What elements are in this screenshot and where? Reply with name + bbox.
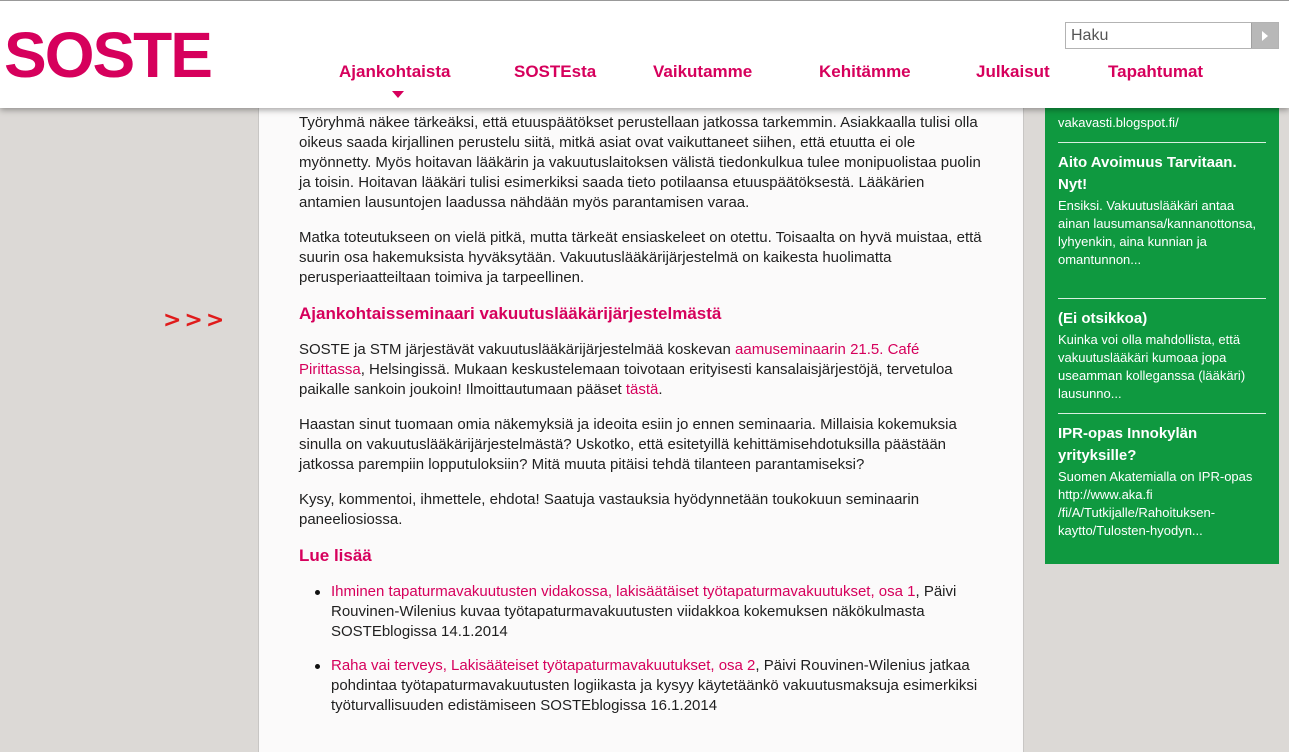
paragraph: Matka toteutukseen on vielä pitkä, mutta tärkeät ensiaskeleet on otettu. Toisaalta on hyvä muistaa, että suurin osa hakemuksista hyväksytään. Vakuutuslääkärijärjestelmä on kaikesta huolimatta perusperiaatteiltaan toimiva ja tarpeellinen.: [299, 229, 982, 286]
paragraph: Kysy, kommentoi, ihmettele, ehdota! Saatuja vastauksia hyödynnetään toukokuun seminaarin paneeliosiossa.: [299, 491, 920, 528]
search-box: [1065, 22, 1279, 49]
divider: [1058, 298, 1266, 299]
article-content: [258, 108, 1024, 752]
paragraph: Haastan sinut tuomaan omia näkemyksiä ja ideoita esiin jo ennen seminaaria. Millaisia kokemuksia sinulla on vakuutuslääkärijärjestelmästä? Uskotko, että esitetyillä kehittämisehdotuksilla päästään jatkossa parempiin lopputuloksiin? Mitä muuta pitäisi tehdä tilanteen parantamiseksi?: [299, 416, 957, 473]
divider: [1058, 142, 1266, 143]
search-button[interactable]: [1251, 23, 1278, 48]
feed-item[interactable]: [1058, 308, 1266, 403]
feed-item-text: Suomen Akatemialla on IPR-opas http://www.aka.fi /fi/A/Tutkijalle/Rahoituksen-kaytto/Tulosten-hyodyn...: [1058, 469, 1253, 538]
seminar-link[interactable]: aamuseminaarin 21.5. Café Pirittassa: [299, 341, 920, 378]
nav-julkaisut[interactable]: Julkaisut: [976, 62, 1050, 81]
nav-ajankohtaista[interactable]: Ajankohtaista: [339, 62, 451, 81]
nav-tapahtumat[interactable]: Tapahtumat: [1108, 62, 1204, 81]
feed-item-title[interactable]: (Ei otsikkoa): [1058, 310, 1148, 327]
section-heading-seminar: Ajankohtaisseminaari vakuutuslääkärijärjestelmästä: [299, 304, 722, 323]
read-more-list: [313, 582, 989, 716]
feed-item[interactable]: [1058, 152, 1266, 269]
blog-link-1[interactable]: Ihminen tapaturmavakuutusten vidakossa, lakisäätäiset työtapaturmavakuutukset, osa 1: [331, 583, 916, 600]
feed-item[interactable]: [1058, 423, 1266, 540]
feed-item-text: Kuinka voi olla mahdollista, että vakuutuslääkäri kumoaa jopa useamman kolleganssa (lääkäri) lausunno...: [1058, 332, 1246, 401]
arrow-right-icon: [1262, 31, 1268, 41]
nav-sostesta[interactable]: SOSTEsta: [514, 62, 597, 81]
search-input[interactable]: [1066, 23, 1252, 48]
list-item: Ihminen tapaturmavakuutusten vidakossa, lakisäätäiset työtapaturmavakuutukset, osa 1, Päivi Rouvinen-Wilenius kuvaa työtapaturmavakuutusten viidakkoa kokemuksen näkökulmasta SOSTEblogissa 14.1.2014: [313, 582, 989, 642]
paragraph-seminar: SOSTE ja STM järjestävät vakuutuslääkärijärjestelmää koskevan aamuseminaarin 21.5. Café Pirittassa, Helsingissä. Mukaan keskustelemaan toivotaan erityisesti kansalaisjärjestöjä, tervetuloa paikalle sankoin joukoin! Ilmoittautumaan pääset tästä.: [299, 341, 953, 398]
blog-link-2[interactable]: Raha vai terveys, Lakisääteiset työtapaturmavakuutukset, osa 2: [331, 657, 756, 674]
site-header: [0, 0, 1289, 108]
annotation-arrows: >>>: [163, 308, 228, 333]
feed-link-text[interactable]: vakavasti.blogspot.fi/: [1058, 115, 1179, 130]
list-item: Raha vai terveys, Lakisääteiset työtapaturmavakuutukset, osa 2, Päivi Rouvinen-Wilenius jatkaa pohdintaa työtapaturmavakuutusten logiikasta ja kysyy käytetäänkö vakuutusmaksuja esimerkiksi työturvallisuuden edistämiseen SOSTEblogissa 16.1.2014: [313, 656, 989, 716]
divider: [1058, 413, 1266, 414]
paragraph: Työryhmä näkee tärkeäksi, että etuuspäätökset perustellaan jatkossa tarkemmin. Asiakkaalla tulisi olla oikeus saada kirjallinen perustelu siitä, mitkä asiat ovat vaikuttaneet siihen, että etuutta ei ole myönnetty. Myös hoitavan lääkärin ja vakuutuslaitoksen välistä tiedonkulkua tulee monipuolistaa puolin ja toisin. Hoitavan lääkäri tulisi esimerkiksi saada tieto potilaansa etuuspäätöksestä. Lääkärien antamien lausuntojen laadussa nähdään myös parantamisen varaa.: [299, 114, 981, 211]
nav-vaikutamme[interactable]: Vaikutamme: [653, 62, 753, 81]
sidebar-feed: [1045, 108, 1279, 564]
registration-link[interactable]: tästä: [625, 381, 659, 398]
soste-logo[interactable]: SOSTE: [4, 19, 211, 91]
feed-item-title[interactable]: IPR-opas Innokylän yrityksille?: [1058, 425, 1198, 464]
section-heading-read-more: Lue lisää: [299, 546, 372, 565]
feed-item-text: Ensiksi. Vakuutuslääkäri antaa ainan lausumansa/kannanottonsa, lyhyenkin, aina kunnian ja omantunnon...: [1058, 198, 1257, 267]
nav-kehitamme[interactable]: Kehitämme: [819, 62, 911, 81]
active-nav-indicator-icon: [392, 91, 404, 98]
feed-item-title[interactable]: Aito Avoimuus Tarvitaan. Nyt!: [1058, 154, 1237, 193]
